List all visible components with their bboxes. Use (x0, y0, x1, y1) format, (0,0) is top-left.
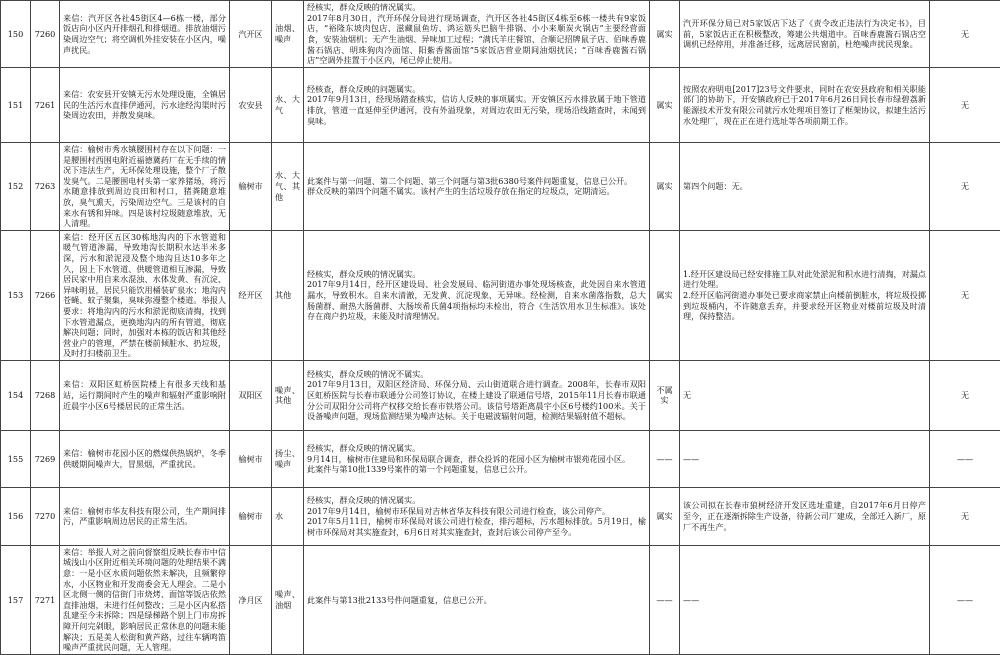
district-cell: 经开区 (230, 230, 272, 360)
seq-cell: 152 (1, 143, 31, 231)
pollution-type-cell: 噪声、其他 (272, 360, 304, 430)
handling-cell: —— (680, 545, 930, 654)
seq-cell: 156 (1, 487, 31, 545)
accountability-cell: 无 (930, 143, 1000, 231)
seq-cell: 155 (1, 430, 31, 487)
finding-cell: 此案件与第13批2133号件问题重复，信息已公开。 (304, 545, 650, 654)
table-row (1, 360, 1000, 430)
finding-cell: 经核实，群众反映的情况属实。 2017年9月14日，经开区建设局、社会发展局、临河街道办事处现场核查，此处因自来水管道漏水，导致积水。自来水清澈，无发黄、沉淀现象，无异味。经检测，自来水菌落指数，总大肠菌群、耐热大肠菌群、大肠埃希氏菌4项指标均未检出，符合《生活饮用水卫生标准》。该处存在商户扔垃圾，未能及时清理情况。 (304, 230, 650, 360)
handling-cell: —— (680, 430, 930, 487)
handling-cell: 该公司拟在长春市狼树经济开发区选址重建，自2017年6月日停产至今，正在逐渐拆除生产设备，待新公司厂建成，全部迁入新厂，原厂不再生产。 (680, 487, 930, 545)
handling-cell: 按照农府明电[2017]23号文件要求，同时在农安县政府和相关职能部门的协助下，开安镇政府已于2017年6月26日同长春市绿碧荔新能源技术开发有限公司就污水处理项目签订了框架协议，拟建生活污水处理厂，现在正在进行选址等各项前期工作。 (680, 68, 930, 143)
accountability-cell: 无 (930, 68, 1000, 143)
pollution-type-cell: 水 (272, 487, 304, 545)
case-id-cell: 7260 (31, 1, 60, 68)
table-row (1, 545, 1000, 654)
table-row (1, 430, 1000, 487)
case-id-cell: 7269 (31, 430, 60, 487)
case-id-cell: 7270 (31, 487, 60, 545)
table-row (1, 230, 1000, 360)
accountability-cell: 无 (930, 360, 1000, 430)
finding-cell: 经核实，群众反映的情况不属实。 2017年9月13日，双阳区经济局、环保分局、云山街道联合进行调查。2008年，长春市双阳区虹桥医院与长春市联通分公司签订协议，在楼上建设了联通信号塔，2015年11月长春市联通分公司双阳分公司将产权移交给长春市铁塔公司。该信号塔距离晨宇小区6号楼约100米。关于设备噪声问题，现场监测结果为噪声达标。关于电磁波辐射问题，检测结果辐射值不超标。 (304, 360, 650, 430)
handling-cell: 无 (680, 360, 930, 430)
district-cell: 榆树市 (230, 487, 272, 545)
finding-cell: 经核查，群众反映的问题属实。 2017年9月13日，经现场踏查核实，信访人反映的事项属实。开安镇区污水排放属于地下管道排放，管道一直延伸至伊通河，没有外溢现象，对周边农田无污染，现场沿线踏查时，未闻到臭味。 (304, 68, 650, 143)
seq-cell: 151 (1, 68, 31, 143)
verdict-cell: —— (650, 545, 680, 654)
district-cell: 农安县 (230, 68, 272, 143)
verdict-cell: 不属实 (650, 360, 680, 430)
complaint-cell: 来信：榆树市华友科技有限公司，生产期间排污，严重影响周边居民的正常生活。 (60, 487, 230, 545)
seq-cell: 153 (1, 230, 31, 360)
complaint-cell: 来信：举报人对之前向督察组反映长春市中信城浅山小区附近相关环境问题的处理结果不满意：一是小区水质问题依然未解决，且频繁停水，小区物业和开发商委会无人理会。二是小区北侧一侧的信街门市烧烤、面馆等饭店依然直排油烟，未进行任何整改；三是小区内私搭乱建至今未拆除；四是绿梯路个别上门市房拆障开问完剁眼，影响居民正常休息的问题未能解决；五是美人松街和黄芦路，过往车辆鸣笛噪声严重扰民问题，无人管理。 (60, 545, 230, 654)
accountability-cell: 无 (930, 230, 1000, 360)
district-cell: 双阳区 (230, 360, 272, 430)
case-id-cell: 7268 (31, 360, 60, 430)
verdict-cell: 属实 (650, 230, 680, 360)
pollution-type-cell: 扬尘、噪声 (272, 430, 304, 487)
complaint-cell: 来信：农安县开安镇无污水处理设施，全镇居民的生活污水直排伊通河，污水途经沟渠时污染周边农田，并散发臭味。 (60, 68, 230, 143)
finding-cell: 经核实，群众反映的情况属实。 9月14日，榆树市住建局和环保局联合调查，群众投诉的花园小区为榆树市银苑花园小区。 此案件与第10批1339号案件的第一个问题重复，信息已公开。 (304, 430, 650, 487)
seq-cell: 154 (1, 360, 31, 430)
pollution-type-cell: 其他 (272, 230, 304, 360)
verdict-cell: 属实 (650, 68, 680, 143)
district-cell: 榆树市 (230, 143, 272, 231)
complaint-cell: 来信：汽开区各社45街区4—6栋一楼，部分饭店向小区内开排烟孔和排烟道。排放油烟污染周边空气；将空调机外挂安装在小区内，噪声扰民。 (60, 1, 230, 68)
table-row (1, 487, 1000, 545)
case-id-cell: 7261 (31, 68, 60, 143)
verdict-cell: —— (650, 430, 680, 487)
verdict-cell: 属实 (650, 1, 680, 68)
table-row (1, 68, 1000, 143)
finding-cell: 此案件与第一问题、第二个问题、第三个问题与第3批6380号案件问题重复，信息已公开。 群众反映的第四个问题不属实。该村产生的生活垃圾存放在指定的垃圾点，定期清运。 (304, 143, 650, 231)
district-cell: 净月区 (230, 545, 272, 654)
table-row (1, 143, 1000, 231)
accountability-cell: —— (930, 430, 1000, 487)
seq-cell: 157 (1, 545, 31, 654)
pollution-type-cell: 噪声、油烟 (272, 545, 304, 654)
accountability-cell: 无 (930, 487, 1000, 545)
complaint-cell: 来信：榆树市秀水镇腰围村存在以下问题：一是腰围村西围电附近福德冀药厂在无手续的情况下违法生产，无环保处理设施，整个厂子散发臭气。二是腰围电村头第一家养猪场，将污水随意排放到周边良田和村口，猪粪随意堆放，臭气熏天，污染周边空气。三是该村的自来水有锈和异味。四是该村垃圾随意堆放，无人清理。 (60, 143, 230, 231)
pollution-type-cell: 水、大气、其他 (272, 143, 304, 231)
finding-cell: 经核实，群众反映的情况属实。 2017年9月14日，榆树市环保局对吉林省华友科技有限公司进行检查，该公司停产。 2017年5月11日，榆树市环保局对该公司进行检查，排污超标，污水超标排放。5月19日，榆树市环保局对其实施查封，6月6日对其实施查封，查封后该公司停产至今。 (304, 487, 650, 545)
case-id-cell: 7263 (31, 143, 60, 231)
seq-cell: 150 (1, 1, 31, 68)
complaint-cell: 来信：榆树市花园小区的燃煤供热锅炉，冬季供暖期间噪声大，冒黑烟，严重扰民。 (60, 430, 230, 487)
handling-cell: 1.经开区建设局已经安排施工队对此处淤泥和积水进行清掏，对漏点进行处理。 2.经开区临河街道办事处已要求商家禁止向楼前倒脏水，将垃圾投掷到垃圾桶内，不许随意丢弃，并要求经开区物业对楼前垃圾及时清理，保持整洁。 (680, 230, 930, 360)
handling-cell: 汽开环保分局已对5家饭店下达了《责令改正违法行为决定书》，目前，5家饭店正在积极整改，筹建公共烟道中。百味香鹿酱石锅店空调机已经停用，并准备迁移，远离居民窗前，杜绝噪声扰民现象。 (680, 1, 930, 68)
complaint-cell: 来信：双阳区虹桥医院楼上有很多天线和基站，运行期间时产生的噪声和辐射严重影响附近晨宇小区6号楼居民的正常生活。 (60, 360, 230, 430)
case-id-cell: 7266 (31, 230, 60, 360)
accountability-cell: 无 (930, 1, 1000, 68)
district-cell: 汽开区 (230, 1, 272, 68)
handling-cell: 第四个问题：无。 (680, 143, 930, 231)
table-row (1, 1, 1000, 68)
finding-cell: 经核实，群众反映的情况属实。 2017年8月30日，汽开环保分局进行现场调查，汽开区各社45街区4栋至6栋一楼共有9家饭店，“裕隆东坡肉包店、滋藏鼠鱼坊、鸿运筋头巴脑牛排锅、小小来顺炭火锅店”主要经营面食，安装油烟机；无产生油烟、异味加工过程；“满氏羊庄餐馆、合顺记招牌鼠子店、佰味香鹿酱石锅店、明珠狗肉冷面馆、阳紫香酱面馆”5家饭店营业期间油烟扰民；“百味香鹿酱石锅店”空调外挂置于小区内，尾已停止使用。 (304, 1, 650, 68)
pollution-type-cell: 油烟、噪声 (272, 1, 304, 68)
case-table-body (1, 1, 1000, 655)
verdict-cell: 属实 (650, 143, 680, 231)
pollution-type-cell: 水、大气 (272, 68, 304, 143)
accountability-cell: —— (930, 545, 1000, 654)
case-id-cell: 7271 (31, 545, 60, 654)
district-cell: 榆树市 (230, 430, 272, 487)
verdict-cell: 属实 (650, 487, 680, 545)
complaint-cell: 来信：经开区五区30栋地沟内的下水管道和暖气管道渗漏，导致地沟长期积水达半米多深，污水和淤泥浸及整个地沟且达10多年之久，因上下水管道、供暖管道相互渗漏，导致居民家中用自来水混浊、水体发黄、有沉淀、异味明显，居民只能饮用桶装矿泉水；地沟内苍蝇、蚊子聚集，臭味弥漫整个楼道。举报人要求：将地沟内的污水和淤泥彻底清掏，找到下水管道漏点，更换地沟内的所有管道，彻底解决问题；同时，加强对本栋的饭店和其他经营业户的管理，严禁在楼前倾脏水、扔垃圾，及时打扫楼前卫生。 (60, 230, 230, 360)
